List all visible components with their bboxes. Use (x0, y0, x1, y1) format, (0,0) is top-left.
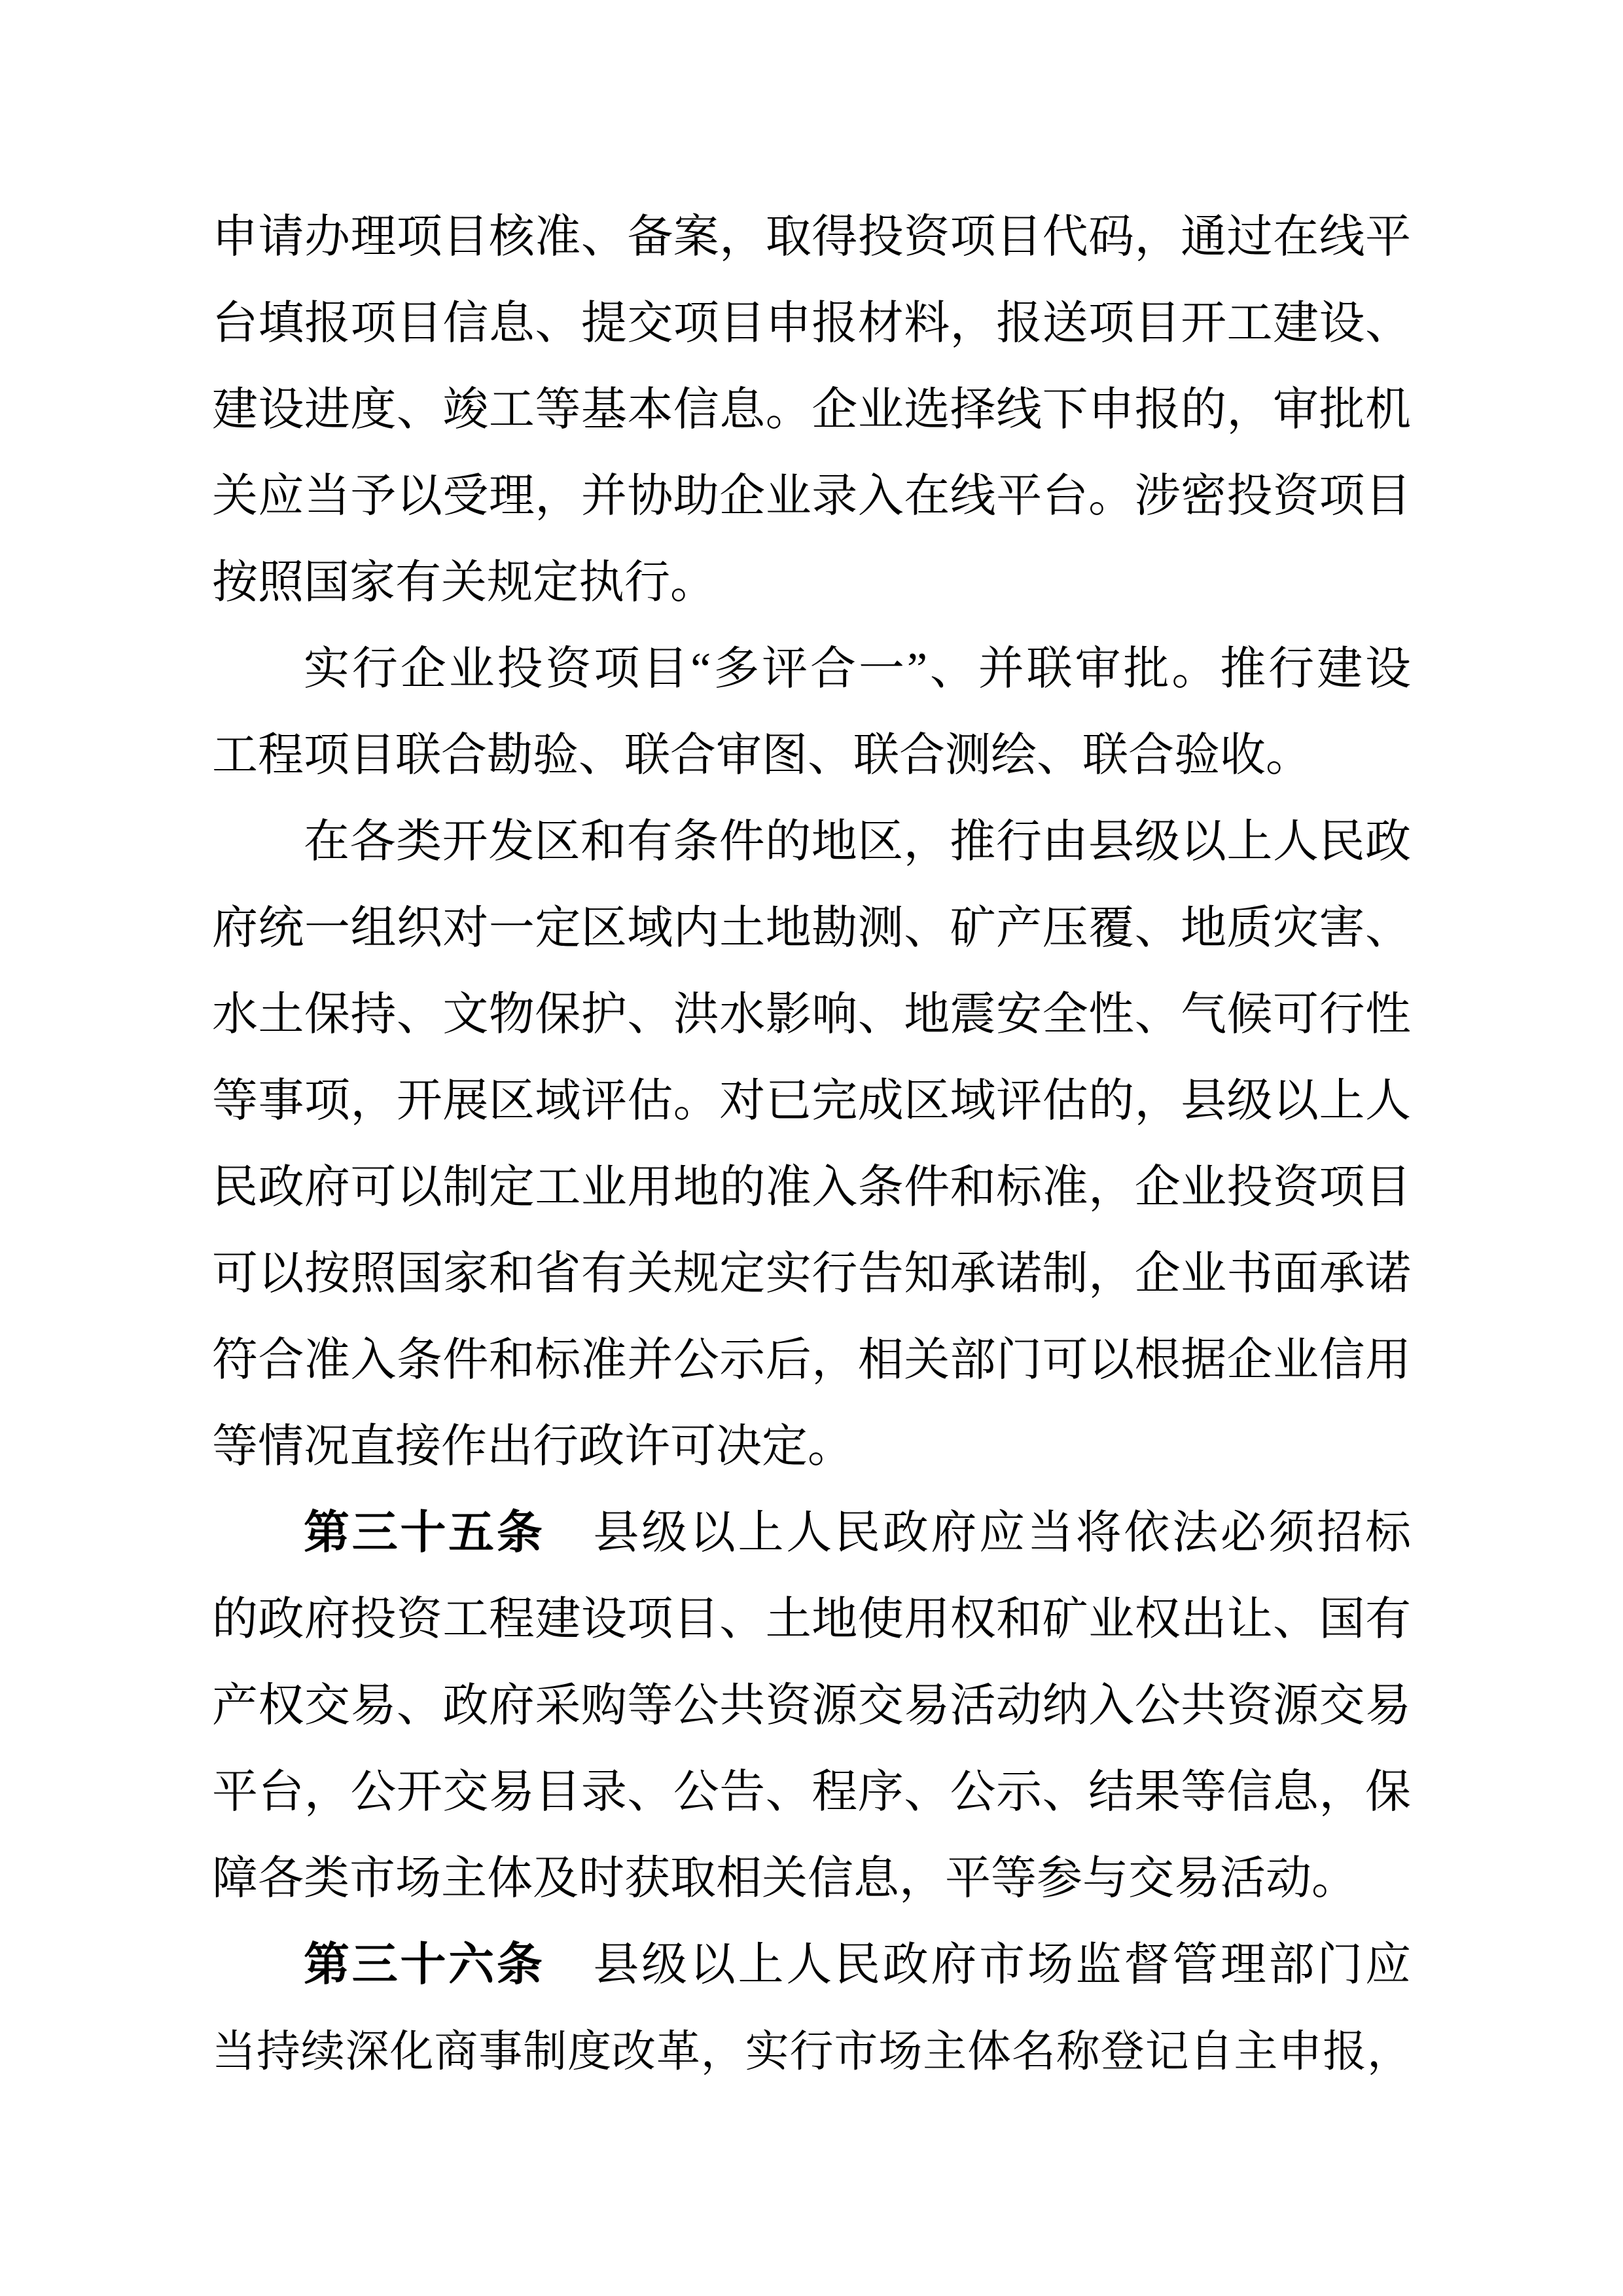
text-line (212, 281, 1411, 367)
document-text-column (212, 194, 1411, 2095)
article-number: 第三十六条 (304, 1940, 545, 1990)
text-run: 按照国家有关规定执行。 (212, 558, 716, 608)
text-line (212, 1922, 1411, 2009)
text-line (212, 540, 1411, 626)
text-line (212, 1404, 1411, 1490)
text-line (212, 367, 1411, 454)
text-line (212, 799, 1411, 886)
text-line (212, 1058, 1411, 1145)
text-run: 县级以上人民政府市场监督管理部门应 (544, 1940, 1412, 1990)
text-run: 工程项目联合勘验、联合审图、联合测绘、联合验收。 (212, 730, 1311, 781)
text-run: 障各类市场主体及时获取相关信息，平等参与交易活动。 (212, 1854, 1357, 1904)
text-line (212, 626, 1411, 713)
text-run: 实行企业投资项目“多评合一”、并联审批。推行建设 (304, 644, 1411, 694)
text-run: 平台，公开交易目录、公告、程序、公示、结果等信息，保 (212, 1767, 1411, 1818)
text-run: 可以按照国家和省有关规定实行告知承诺制，企业书面承诺 (212, 1249, 1411, 1299)
text-line (212, 1663, 1411, 1749)
text-line (212, 1145, 1411, 1231)
text-run: 在各类开发区和有条件的地区，推行由县级以上人民政 (304, 817, 1411, 867)
article-number: 第三十五条 (304, 1508, 545, 1558)
text-run: 的政府投资工程建设项目、土地使用权和矿业权出让、国有 (212, 1594, 1411, 1645)
text-run: 关应当予以受理，并协助企业录入在线平台。涉密投资项目 (212, 471, 1411, 522)
text-run: 等事项，开展区域评估。对已完成区域评估的，县级以上人 (212, 1076, 1411, 1126)
text-line (212, 1836, 1411, 1922)
text-line (212, 194, 1411, 281)
text-run: 申请办理项目核准、备案，取得投资项目代码，通过在线平 (212, 212, 1411, 262)
text-line (212, 1577, 1411, 1663)
text-run: 符合准入条件和标准并公示后，相关部门可以根据企业信用 (212, 1335, 1411, 1386)
text-line (212, 1318, 1411, 1404)
text-run: 民政府可以制定工业用地的准入条件和标准，企业投资项目 (212, 1162, 1411, 1213)
text-line (212, 1490, 1411, 1577)
text-run: 台填报项目信息、提交项目申报材料，报送项目开工建设、 (212, 298, 1411, 349)
text-run: 水土保持、文物保护、洪水影响、地震安全性、气候可行性 (212, 990, 1411, 1040)
text-line (212, 454, 1411, 540)
text-run: 县级以上人民政府应当将依法必须招标 (544, 1508, 1412, 1558)
text-line (212, 1231, 1411, 1318)
text-line (212, 2009, 1411, 2095)
text-run: 等情况直接作出行政许可决定。 (212, 1422, 853, 1472)
text-run: 当持续深化商事制度改革，实行市场主体名称登记自主申报， (212, 2028, 1411, 2076)
text-run: 府统一组织对一定区域内土地勘测、矿产压覆、地质灾害、 (212, 903, 1411, 954)
text-run: 建设进度、竣工等基本信息。企业选择线下申报的，审批机 (212, 385, 1411, 435)
text-line (212, 886, 1411, 972)
text-line (212, 713, 1411, 799)
text-line (212, 972, 1411, 1058)
text-run: 产权交易、政府采购等公共资源交易活动纳入公共资源交易 (212, 1681, 1411, 1731)
text-line (212, 1749, 1411, 1836)
